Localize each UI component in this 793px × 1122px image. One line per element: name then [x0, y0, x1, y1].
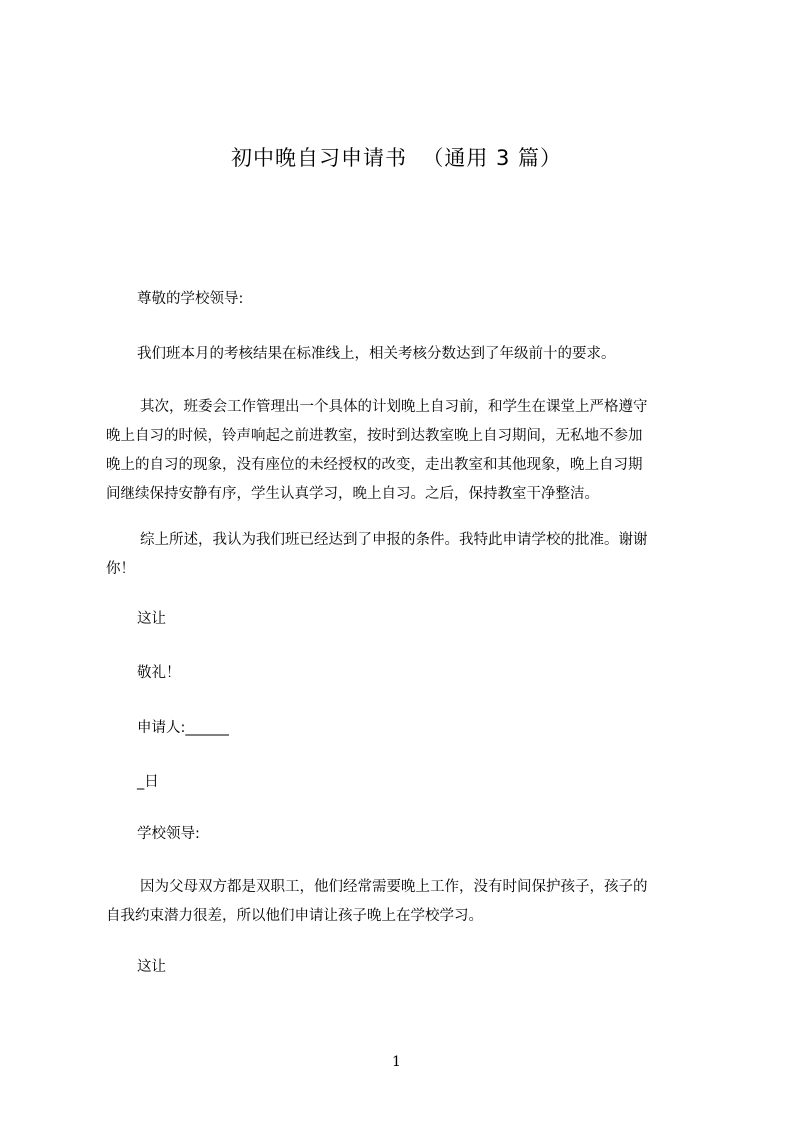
closing-1: 这让: [137, 611, 166, 627]
paragraph-2-line: 晚上的自习的现象，没有座位的未经授权的改变，走出教室和其他现象，晚上自习期: [106, 457, 643, 473]
paragraph-4-line: 自我约束潜力很差，所以他们申请让孩子晚上在学校学习。: [106, 908, 483, 924]
paragraph-1: 我们班本月的考核结果在标准线上，相关考核分数达到了年级前十的要求。: [137, 346, 616, 362]
paragraph-2-line: 其次，班委会工作管理出一个具体的计划晚上自习前，和学生在课堂上严格遵守: [140, 399, 648, 415]
paragraph-2: [106, 393, 701, 509]
paragraph-2-line: 晚上自习的时候，铃声响起之前进教室，按时到达教室晚上自习期间，无私地不参加: [106, 428, 643, 444]
salutation-1: 尊敬的学校领导:: [137, 291, 244, 307]
page-number: 1: [392, 1054, 401, 1070]
salutation-2: 学校领导:: [137, 826, 200, 842]
paragraph-4-line: 因为父母双方都是双职工，他们经常需要晚上工作，没有时间保护孩子，孩子的: [140, 879, 648, 895]
paragraph-3-line: 你！: [106, 561, 135, 577]
document-title: 初中晚自习申请书 （通用 3 篇）: [230, 146, 563, 170]
paragraph-3: [106, 526, 701, 584]
paragraph-2-line: 间继续保持安静有序，学生认真学习，晚上自习。之后，保持教室干净整洁。: [106, 486, 599, 502]
regards: 敬礼！: [137, 665, 181, 681]
paragraph-4: [106, 873, 701, 931]
date-line: _日: [137, 774, 159, 790]
applicant-line: 申请人:______: [137, 720, 229, 736]
paragraph-3-line: 综上所述，我认为我们班已经达到了申报的条件。我特此申请学校的批准。谢谢: [140, 532, 648, 548]
closing-2: 这让: [137, 959, 166, 975]
